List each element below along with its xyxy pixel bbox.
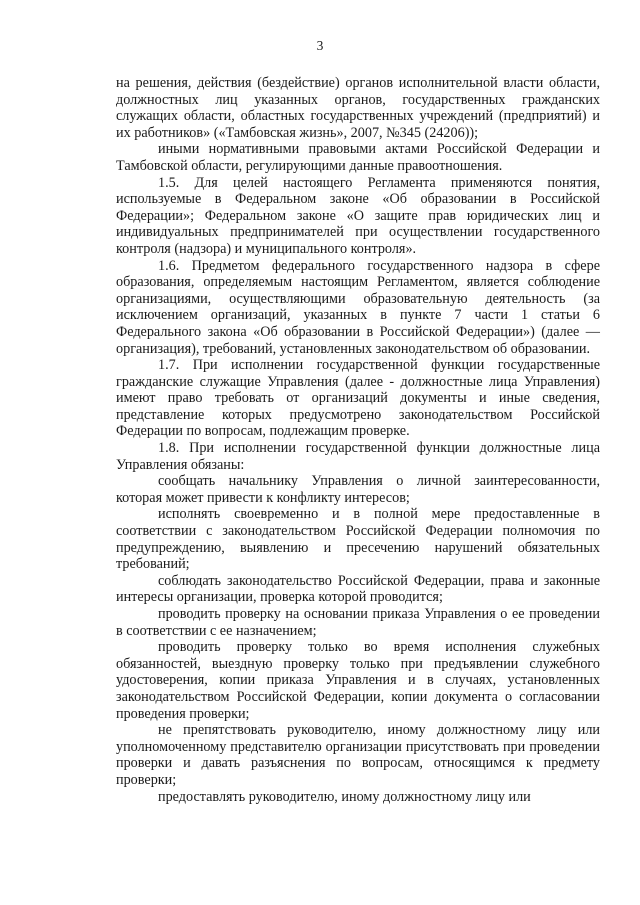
duty-item: сообщать начальнику Управления о личной заинтересованности, которая может привести к конфликту интересов;	[116, 473, 600, 506]
duty-item: не препятствовать руководителю, иному должностному лицу или уполномоченному представителю организации присутствовать при проведении проверки и давать разъяснения по вопросам, относящимся к предмету проверки;	[116, 722, 600, 788]
duty-item: проводить проверку на основании приказа Управления о ее проведении в соответствии с ее назначением;	[116, 606, 600, 639]
body-text	[116, 75, 600, 805]
paragraph-continuation: на решения, действия (бездействие) органов исполнительной власти области, должностных лиц указанных органов, государственных гражданских служащих области, областных государственных учреждений (предприятий) и их работников» («Тамбовская жизнь», 2007, №345 (24206));	[116, 75, 600, 141]
duty-item: предоставлять руководителю, иному должностному лицу или	[158, 788, 531, 805]
paragraph-1-8: 1.8. При исполнении государственной функции должностные лица Управления обязаны:	[116, 440, 600, 473]
paragraph-1-7: 1.7. При исполнении государственной функции государственные гражданские служащие Управления (далее - должностные лица Управления) имеют право требовать от организаций документы и иные сведения, представление которых предусмотрено законодательством Российской Федерации по вопросам, подлежащим проверке.	[116, 357, 600, 440]
page-number: 3	[316, 38, 324, 53]
duty-item: исполнять своевременно и в полной мере предоставленные в соответствии с законодательством Российской Федерации полномочия по предупреждению, выявлению и пресечению нарушений обязательных требований;	[116, 506, 600, 573]
duty-item: проводить проверку только во время исполнения служебных обязанностей, выездную проверку только при предъявлении служебного удостоверения, копии приказа Управления и в случаях, установленных законодательством Российской Федерации, копии документа о согласовании проведения проверки;	[116, 639, 600, 722]
duty-item: соблюдать законодательство Российской Федерации, права и законные интересы организации, проверка которой проводится;	[116, 572, 600, 606]
paragraph-1-5: 1.5. Для целей настоящего Регламента применяются понятия, используемые в Федеральном законе «Об образовании в Российской Федерации»; Федеральном законе «О защите прав юридических лиц и индивидуальных предпринимателей при осуществлении государственного контроля (надзора) и муниципального контроля».	[116, 174, 600, 257]
paragraph-other-acts: иными нормативными правовыми актами Российской Федерации и Тамбовской области, регулирующими данные правоотношения.	[116, 141, 600, 174]
paragraph-1-6: 1.6. Предметом федерального государственного надзора в сфере образования, определяемым настоящим Регламентом, является соблюдение организациями, осуществляющими образовательную деятельность (за исключением организаций, указанных в пункте 7 части 1 статьи 6 Федерального закона «Об образовании в Российской Федерации») (далее — организация), требований, установленных законодательством об образовании.	[116, 257, 600, 357]
